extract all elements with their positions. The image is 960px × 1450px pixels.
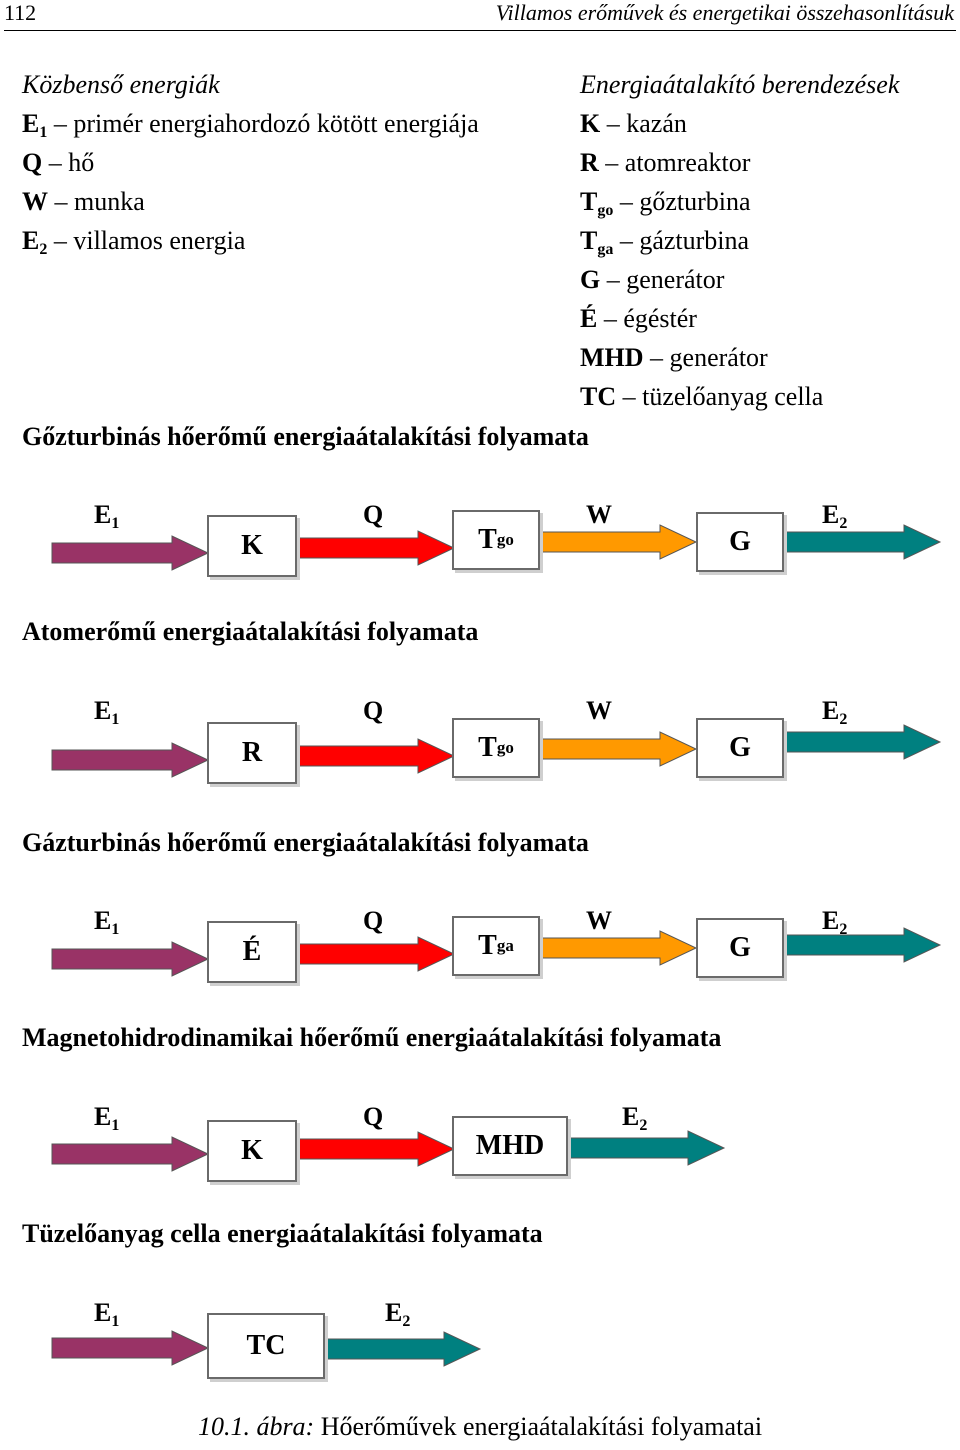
label-e2: $E_2$ xyxy=(822,500,848,532)
header-rule xyxy=(4,30,956,31)
label-e2: $E_2$ xyxy=(385,1298,411,1330)
arrow-e1 xyxy=(50,1328,210,1368)
legend-item-e-accent: É – égéstér xyxy=(580,304,697,333)
legend-left-heading: Közbenső energiák xyxy=(22,70,220,99)
box-tc: TC xyxy=(207,1313,325,1379)
legend-item-e2: $E_2$ – villamos energia xyxy=(22,226,246,258)
label-e1: $E_1$ xyxy=(94,500,120,532)
box-mhd: MHD xyxy=(452,1116,568,1176)
box-tgo: T go xyxy=(452,510,540,570)
arrow-e1 xyxy=(50,1134,210,1174)
running-title: Villamos erőművek és energetikai összehasonlításuk xyxy=(495,0,954,25)
label-w: W xyxy=(586,500,612,529)
label-w: W xyxy=(586,696,612,725)
box-tga: T ga xyxy=(452,916,540,976)
label-q: Q xyxy=(363,696,384,725)
arrow-w xyxy=(538,522,698,562)
caption-number: 10.1. ábra: xyxy=(197,1412,315,1441)
arrow-q xyxy=(296,528,456,568)
box-tgo: T go xyxy=(452,718,540,778)
arrow-w xyxy=(538,928,698,968)
page-number: 112 xyxy=(4,0,37,25)
legend-item-g: G – generátor xyxy=(580,265,725,294)
legend-item-r: R – atomreaktor xyxy=(580,148,751,177)
label-e1: $E_1$ xyxy=(94,1298,120,1330)
legend-item-w: W – munka xyxy=(22,187,145,216)
legend-item-k: K – kazán xyxy=(580,109,687,138)
legend-item-mhd: MHD – generátor xyxy=(580,343,768,372)
legend-right-heading: Energiaátalakító berendezések xyxy=(580,70,900,99)
diagram-title-gas: Gázturbinás hőerőmű energiaátalakítási folyamata xyxy=(22,828,589,857)
label-q: Q xyxy=(363,500,384,529)
box-e-accent: É xyxy=(207,921,297,983)
arrow-e2 xyxy=(782,925,942,965)
box-g: G xyxy=(696,918,784,978)
legend-item-tc: TC – tüzelőanyag cella xyxy=(580,382,824,411)
diagram-title-nuclear: Atomerőmű energiaátalakítási folyamata xyxy=(22,617,479,646)
box-k: K xyxy=(207,1120,297,1182)
arrow-w xyxy=(538,729,698,769)
label-q: Q xyxy=(363,906,384,935)
legend-item-e1: $E_1$ – primér energiahordozó kötött energiája xyxy=(22,109,479,141)
label-e1: $E_1$ xyxy=(94,1102,120,1134)
box-r: R xyxy=(207,722,297,784)
arrow-e2 xyxy=(782,522,942,562)
figure-caption xyxy=(0,1412,960,1442)
label-e1: $E_1$ xyxy=(94,696,120,728)
arrow-e2 xyxy=(782,722,942,762)
arrow-e1 xyxy=(50,533,210,573)
label-e2: $E_2$ xyxy=(822,906,848,938)
arrow-q xyxy=(296,1129,456,1169)
diagram-title-mhd: Magnetohidrodinamikai hőerőmű energiaátalakítási folyamata xyxy=(22,1023,722,1052)
label-w: W xyxy=(586,906,612,935)
caption-text: Hőerőművek energiaátalakítási folyamatai xyxy=(314,1412,763,1441)
arrow-q xyxy=(296,934,456,974)
label-e2: $E_2$ xyxy=(822,696,848,728)
box-k: K xyxy=(207,515,297,577)
label-e2: $E_2$ xyxy=(622,1102,648,1134)
box-g: G xyxy=(696,718,784,778)
arrow-e1 xyxy=(50,740,210,780)
legend-item-tgo: $T_{go}$ – gőzturbina xyxy=(580,187,751,219)
label-e1: $E_1$ xyxy=(94,906,120,938)
diagram-title-steam: Gőzturbinás hőerőmű energiaátalakítási folyamata xyxy=(22,422,589,451)
label-q: Q xyxy=(363,1102,384,1131)
arrow-q xyxy=(296,736,456,776)
box-g: G xyxy=(696,512,784,572)
arrow-e2 xyxy=(322,1329,482,1369)
arrow-e1 xyxy=(50,939,210,979)
legend-item-tga: $T_{ga}$ – gázturbina xyxy=(580,226,750,258)
diagram-title-fuel-cell: Tüzelőanyag cella energiaátalakítási folyamata xyxy=(22,1219,543,1248)
legend-item-q: Q – hő xyxy=(22,148,95,177)
